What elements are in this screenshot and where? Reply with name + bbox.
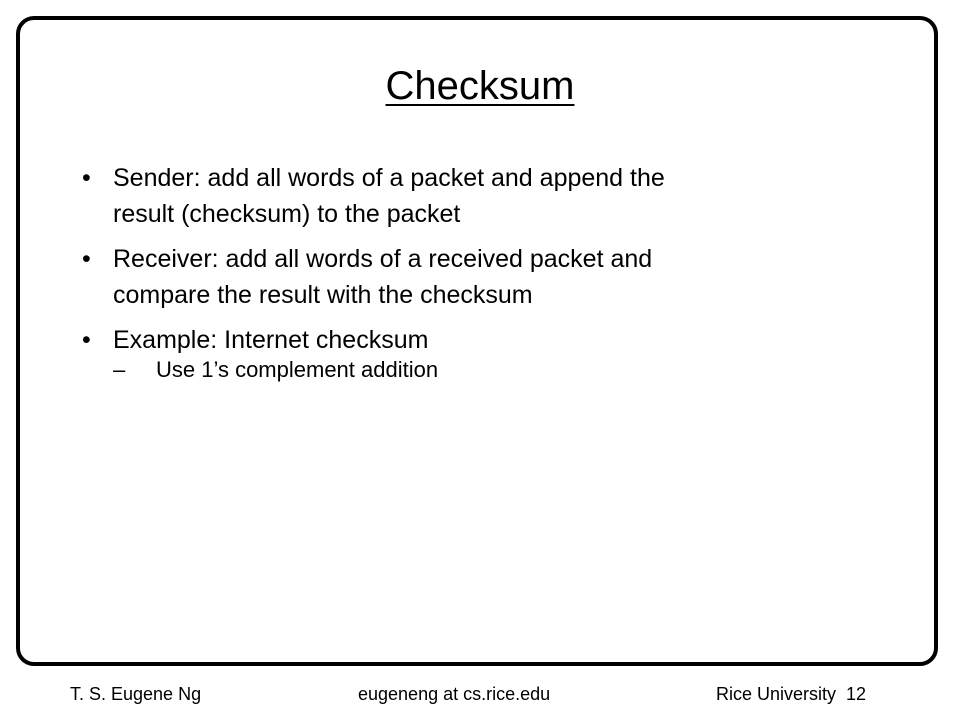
footer-institution: Rice University — [716, 684, 837, 704]
sub-bullet-marker: – — [113, 357, 126, 382]
bullet-text-line: result (checksum) to the packet — [113, 200, 461, 228]
bullet-sender — [82, 160, 822, 232]
bullet-marker: • — [82, 245, 91, 273]
footer-author: T. S. Eugene Ng — [70, 684, 202, 704]
bullet-marker: • — [82, 164, 91, 192]
footer-institution-page — [716, 682, 866, 706]
bullet-marker: • — [82, 326, 91, 354]
slide-title: Checksum — [385, 64, 575, 108]
bullet-example — [82, 322, 822, 385]
page-number: 12 — [846, 684, 867, 704]
bullet-list — [82, 160, 822, 394]
bullet-text-line: Sender: add all words of a packet and append the — [113, 164, 665, 192]
bullet-text-line: Receiver: add all words of a received packet and — [113, 245, 653, 273]
footer-email: eugeneng at cs.rice.edu — [358, 684, 551, 704]
sub-bullet-text: Use 1’s complement addition — [156, 357, 439, 382]
bullet-text-line: compare the result with the checksum — [113, 281, 533, 309]
bullet-receiver — [82, 241, 822, 313]
sub-bullet-list — [82, 355, 822, 385]
sub-bullet-ones-complement — [113, 355, 822, 385]
bullet-text-line: Example: Internet checksum — [113, 326, 429, 354]
